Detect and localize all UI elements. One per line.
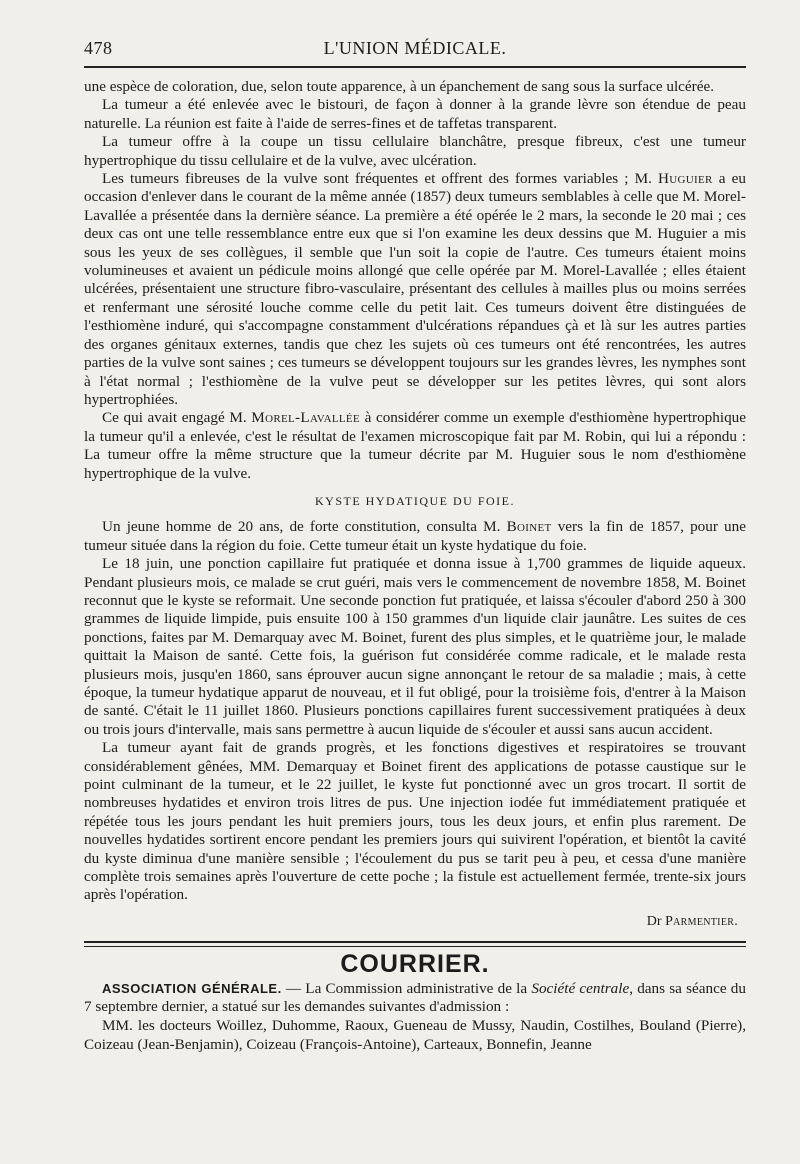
paragraph: une espèce de coloration, due, selon toute apparence, à un épanchement de sang sous la surface ulcérée. <box>84 78 714 95</box>
signature <box>84 913 738 931</box>
paragraph <box>84 170 746 409</box>
courrier-body <box>84 980 746 1055</box>
text-run: Les tumeurs fibreuses de la vulve sont fréquentes et offrent des formes variables ; M. <box>102 170 659 188</box>
article-body <box>84 78 746 1055</box>
author-name: Huguier <box>658 170 713 188</box>
section-divider <box>84 941 746 947</box>
page-number: 478 <box>84 38 113 58</box>
journal-title: L'UNION MÉDICALE. <box>323 38 507 58</box>
author-name: Morel-Lavallée <box>251 409 360 427</box>
text-run: à considérer comme un exemple d'esthiomène hypertrophique la tumeur qu'il a enlevée, c'est le résultat de l'examen microscopique fait par M. Robin, qui lui a répondu : La tumeur offre la même structure que la tumeur décrite par M. Huguier sous le nom d'esthiomène hypertrophique de la vulve. <box>84 409 747 482</box>
page-header <box>84 38 746 60</box>
paragraph: La tumeur ayant fait de grands progrès, et les fonctions digestives et respiratoires se trouvant considérablement gênées, MM. Demarquay et Boinet firent des applications de potasse caustique sur le point culminant de la tumeur, et le 22 juillet, le kyste fut ponctionné avec un gros trocart. Il sortit de nombreuses hydatides et environ trois litres de pus. Une injection iodée fut immédiatement pratiquée et répétée tous les jours pendant les huit premiers jours, tous les deux jours, et enfin plus rarement. De nouvelles hydatides sortirent encore pendant les premiers jours qui suivirent l'opération, et bientôt la cavité du kyste diminua d'une manière sensible ; l'écoulement du pus se tarit peu à peu, et cessa d'une manière complète trois semaines après l'ouverture de cette poche ; la fistule est actuellement fermée, trente-six jours après l'opération. <box>84 739 746 904</box>
paragraph <box>84 518 746 555</box>
header-rule <box>84 66 746 68</box>
text-run: Un jeune homme de 20 ans, de forte constitution, consulta M. <box>102 518 507 536</box>
paragraph: Le 18 juin, une ponction capillaire fut pratiquée et donna issue à 1,700 grammes de liquide aqueux. Pendant plusieurs mois, ce malade se crut guéri, mais vers le commencement de novembre 1858, M. Boinet reconnut que le kyste se reformait. Une seconde ponction fut pratiquée, et laissa s'écouler d'abord 250 à 300 grammes de liquide limpide, puis ensuite 100 à 150 grammes d'un liquide clair jaunâtre. Les suites de ces ponctions, faites par M. Demarquay avec M. Boinet, furent des plus simples, et le quatrième jour, le malade quittait la Maison de santé. Cette fois, la guérison fut considérée comme radicale, et le malade resta plusieurs mois, jusqu'en 1860, sans éprouver aucun signe annonçant le retour de sa maladie ; mais, à cette époque, la tumeur hydatique apparut de nouveau, et il fut obligé, pour la troisième fois, d'entrer à la Maison de santé. C'était le 11 juillet 1860. Plusieurs ponctions capillaires furent successivement pratiquées à deux ou trois jours d'intervalle, mais sans permettre à aucun liquide de s'écouler et aussi sans aucun accident. <box>84 555 746 738</box>
courrier-heading: COURRIER. <box>340 950 490 979</box>
section-title: KYSTE HYDATIQUE DU FOIE. <box>315 493 515 508</box>
paragraph: La tumeur a été enlevée avec le bistouri, de façon à donner à la grande lèvre son étendue de peau naturelle. La réunion est faite à l'aide de serres-fines et de taffetas transparent. <box>84 96 746 132</box>
text-run: a eu occasion d'enlever dans le courant de la même année (1857) deux tumeurs semblables à celle que M. Morel-Lavallée a présentée dans la dernière séance. La première a été opérée le 2 mars, la seconde le 20 mai ; ces deux cas ont une telle ressemblance entre eux que si l'on examine les deux dessins que M. Huguier a mis sous les yeux de ses collègues, il semble que l'un soit la copie de l'autre. Ces tumeurs étaient moins volumineuses et avaient un pédicule moins allongé que celle opérée par M. Morel-Lavallée ; elles étaient ulcérées, présentaient une structure fibro-vasculaire, présentant des cellules à mailles plus ou moins serrées et renfermant une sérosité louche comme celle du petit lait. Ces tumeurs doivent être distinguées de l'esthiomène induré, qui s'accompagne constamment d'ulcérations répandues çà et là sur les autres parties des organes génitaux externes, tandis que chez les sujets où ces tumeurs ont été rencontrées, les autres parties de la vulve sont saines ; ces tumeurs se développent toujours sur les grandes lèvres, les nymphes sont à l'état normal ; l'esthiomène de la vulve peut se développer sur les petites lèvres, qui sont alors hypertrophiées. <box>84 170 746 408</box>
paragraph <box>84 409 746 483</box>
paragraph <box>84 980 746 1018</box>
text-run: — La Commission administrative de la <box>281 979 532 997</box>
text-run: vers la fin de 1857, pour une tumeur située dans la région du foie. Cette tumeur était un kyste hydatique du foie. <box>84 518 746 554</box>
lead-heading: ASSOCIATION GÉNÉRALE. <box>102 980 282 996</box>
author-name: Boinet <box>506 518 552 536</box>
text-run: , dans sa séance du 7 septembre dernier, a statué sur les demandes suivantes d'admission : <box>84 979 746 1016</box>
italic-text: Société centrale <box>531 979 630 997</box>
paragraph: MM. les docteurs Woillez, Duhomme, Raoux, Gueneau de Mussy, Naudin, Costilhes, Bouland (Pierre), Coizeau (Jean-Benjamin), Coizeau (François-Antoine), Carteaux, Bonnefin, Jeanne <box>84 1017 746 1054</box>
signature-name: Parmentier. <box>665 913 738 929</box>
paragraph: La tumeur offre à la coupe un tissu cellulaire blanchâtre, presque fibreux, c'est une tumeur hypertrophique du tissu cellulaire et de la vulve, avec ulcération. <box>84 133 746 169</box>
text-run: Ce qui avait engagé M. <box>102 409 252 427</box>
signature-prefix: Dr <box>646 913 666 929</box>
